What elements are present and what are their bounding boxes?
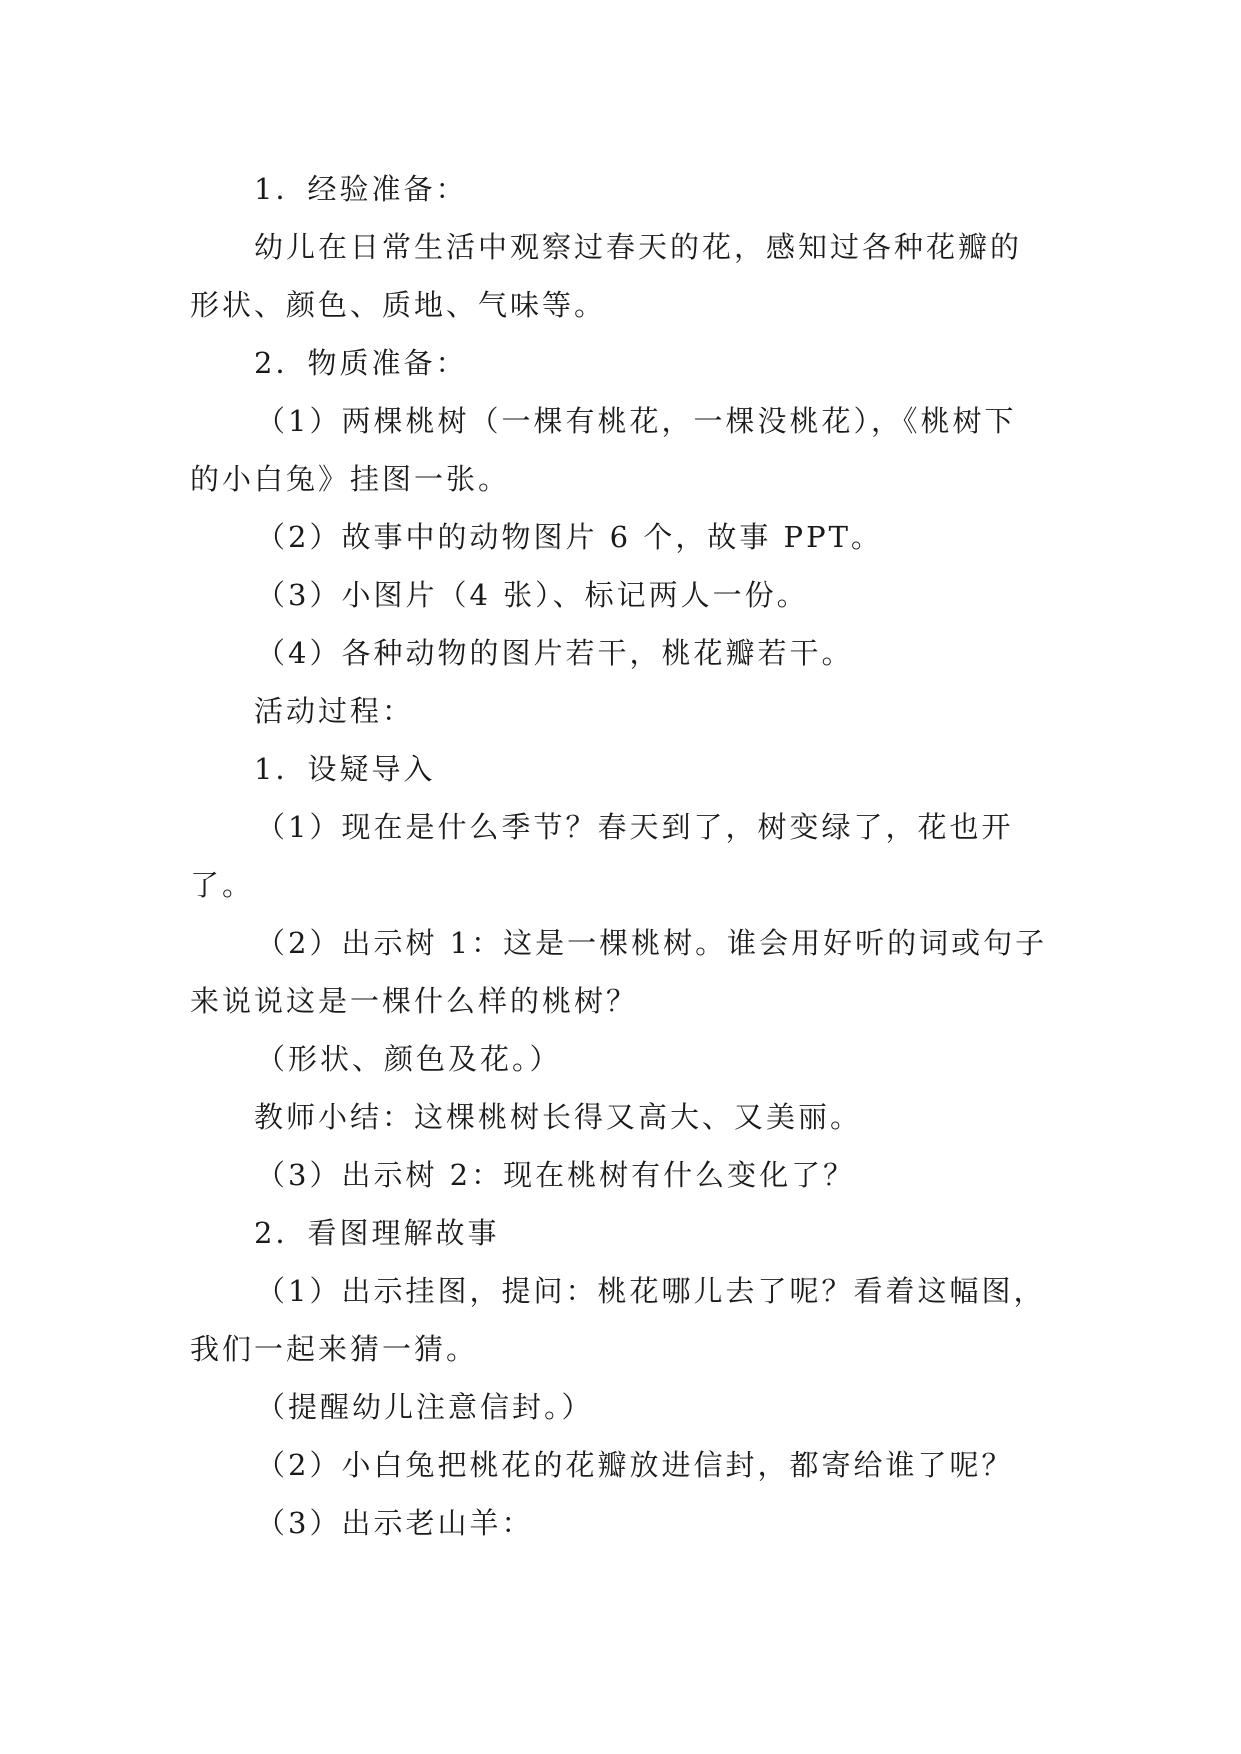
- section-heading-process: 活动过程：: [254, 694, 415, 728]
- paragraph-line: （1）出示挂图，提问：桃花哪儿去了呢？看着这幅图，: [256, 1274, 1046, 1308]
- section-heading-materials: 2．物质准备：: [254, 346, 468, 380]
- paragraph-line: 来说说这是一棵什么样的桃树？: [190, 984, 639, 1018]
- paragraph-line: （2）故事中的动物图片 6 个，故事 PPT。: [256, 520, 883, 554]
- paragraph-line: 形状、颜色、质地、气味等。: [190, 288, 607, 322]
- step-heading-intro: 1．设疑导入: [254, 752, 436, 786]
- paragraph-line: （2）出示树 1：这是一棵桃树。谁会用好听的词或句子: [256, 926, 1048, 960]
- paragraph-line: 我们一起来猜一猜。: [190, 1332, 479, 1366]
- paragraph-line: （提醒幼儿注意信封。）: [256, 1390, 594, 1424]
- paragraph-line: （3）出示老山羊：: [256, 1506, 534, 1540]
- paragraph-line: （2）小白兔把桃花的花瓣放进信封，都寄给谁了呢？: [256, 1448, 1014, 1482]
- paragraph-line: （1）现在是什么季节？春天到了，树变绿了，花也开: [256, 810, 1014, 844]
- paragraph-line: （4）各种动物的图片若干，桃花瓣若干。: [256, 636, 854, 670]
- paragraph-line: （1）两棵桃树（一棵有桃花，一棵没桃花），《桃树下: [256, 404, 1017, 438]
- paragraph-line: 教师小结：这棵桃树长得又高大、又美丽。: [254, 1100, 863, 1134]
- step-heading-story: 2．看图理解故事: [254, 1216, 500, 1250]
- paragraph-line: （3）出示树 2：现在桃树有什么变化了？: [256, 1158, 856, 1192]
- paragraph-line: （3）小图片（4 张）、标记两人一份。: [256, 578, 809, 612]
- paragraph-line: 幼儿在日常生活中观察过春天的花，感知过各种花瓣的: [254, 230, 1023, 264]
- paragraph-line: （形状、颜色及花。）: [256, 1042, 562, 1076]
- document-body: [190, 160, 1080, 1552]
- paragraph-line: 了。: [190, 868, 255, 902]
- paragraph-line: 的小白兔》挂图一张。: [190, 462, 511, 496]
- section-heading-experience: 1．经验准备：: [254, 172, 468, 206]
